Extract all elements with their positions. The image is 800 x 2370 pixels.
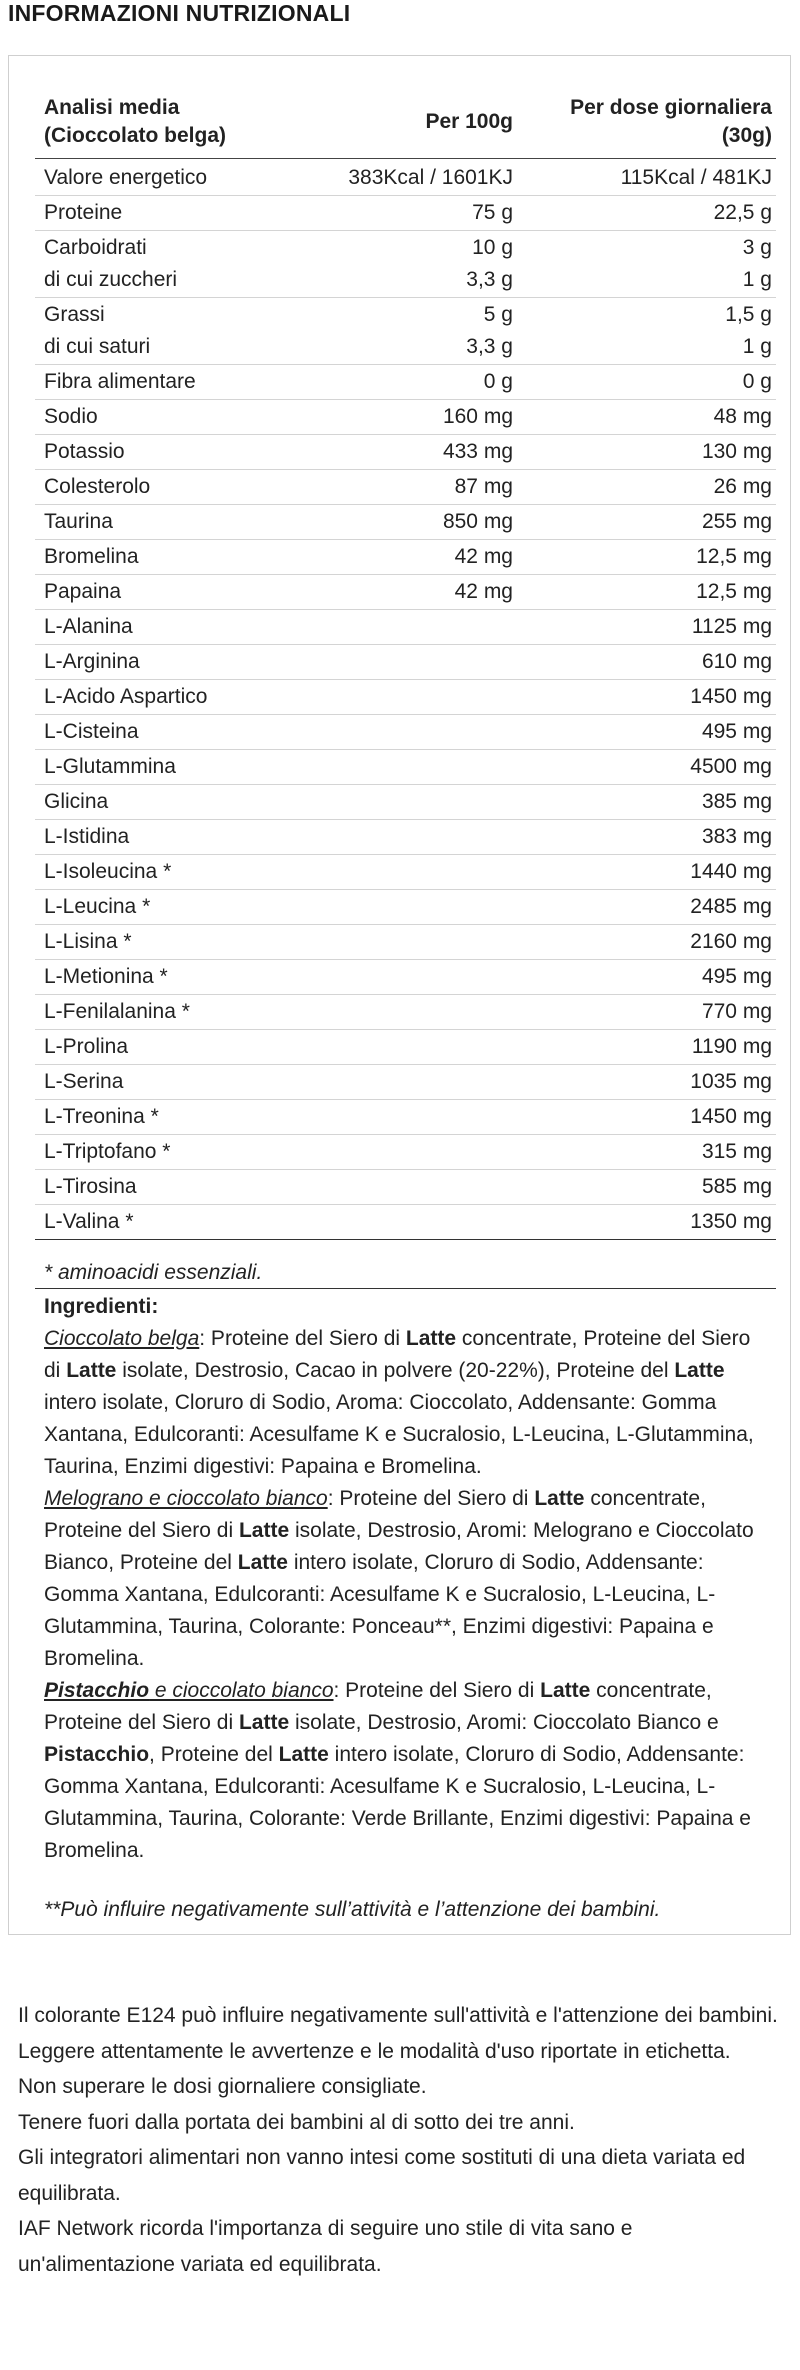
- daily-dose-value: [690, 925, 772, 958]
- nutrient-name-line: L-Glutammina: [44, 755, 176, 778]
- nutrient-name-line: Fibra alimentare: [44, 370, 196, 393]
- note-line: Tenere fuori dalla portata dei bambini al di sotto dei tre anni.: [18, 2110, 575, 2134]
- flavor-name: Cioccolato belga: [44, 1327, 200, 1350]
- daily-dose-value: [690, 1205, 772, 1238]
- nutrient-name: [44, 1030, 128, 1063]
- ingredient-text: : Proteine del Siero di: [327, 1487, 535, 1510]
- nutrition-panel: [8, 55, 791, 1935]
- nutrient-name: [44, 960, 168, 993]
- table-row: [35, 715, 776, 750]
- daily-dose-value: [690, 1100, 772, 1133]
- daily-dose-value-line: 1450 mg: [690, 1105, 772, 1128]
- table-header: [35, 74, 776, 159]
- ingredients-title: Ingredienti:: [44, 1295, 159, 1318]
- per-100g-value-line: 42 mg: [454, 580, 513, 603]
- ingredients-section: [35, 1291, 776, 1867]
- nutrient-name-line: L-Metionina *: [44, 965, 168, 988]
- per-100g-value-line: 850 mg: [442, 510, 513, 533]
- ingredient-paragraph: [44, 1323, 772, 1483]
- daily-dose-value-line: 1 g: [742, 335, 772, 358]
- nutrient-name: [44, 196, 122, 229]
- daily-dose-value-line: 48 mg: [713, 405, 772, 428]
- daily-dose-value: [714, 470, 772, 503]
- nutrient-name: [44, 715, 139, 748]
- nutrient-name-line: L-Leucina *: [44, 895, 151, 918]
- daily-dose-value: [690, 1065, 772, 1098]
- nutrient-name: [44, 540, 139, 573]
- footnote: * aminoacidi essenziali.: [44, 1261, 263, 1284]
- daily-dose-value: [725, 299, 772, 363]
- header-per-100g: Per 100g: [425, 110, 513, 133]
- table-row: [35, 1170, 776, 1205]
- table-row: [35, 435, 776, 470]
- nutrient-name: [44, 400, 98, 433]
- header-analysis-line1: Analisi media: [44, 96, 180, 119]
- ingredient-text: Latte: [405, 1327, 457, 1350]
- header-analysis: [44, 94, 226, 150]
- daily-dose-value: [690, 680, 772, 713]
- daily-dose-value: [702, 960, 772, 993]
- daily-dose-value: [621, 161, 772, 194]
- per-100g-value-line: 5 g: [483, 303, 513, 326]
- table-row: [35, 680, 776, 715]
- daily-dose-value-line: 315 mg: [701, 1140, 772, 1163]
- daily-dose-value-line: 2160 mg: [690, 930, 772, 953]
- nutrient-name: [44, 365, 196, 398]
- table-row: [35, 750, 776, 785]
- nutrient-name-line: L-Arginina: [44, 650, 140, 673]
- daily-dose-value: [702, 995, 772, 1028]
- nutrient-name: [44, 610, 133, 643]
- table-row: [35, 890, 776, 925]
- per-100g-value: [455, 470, 513, 503]
- note-line: IAF Network ricorda l'importanza di seguire uno stile di vita sano e un'alimentazione variata ed equilibrata.: [18, 2217, 633, 2276]
- header-analysis-line2: (Cioccolato belga): [44, 124, 227, 147]
- ingredient-text: : Proteine del Siero di: [333, 1679, 541, 1702]
- nutrient-name: [44, 785, 108, 818]
- nutrient-name: [44, 855, 171, 888]
- nutrient-name: [44, 1205, 134, 1238]
- daily-dose-value: [702, 1135, 772, 1168]
- daily-dose-value-line: 26 mg: [713, 475, 772, 498]
- ingredient-text: Latte: [238, 1519, 290, 1542]
- note-line: Gli integratori alimentari non vanno intesi come sostituti di una dieta variata ed equilibrata.: [18, 2146, 746, 2205]
- per-100g-value: [466, 232, 513, 296]
- per-100g-value: [455, 540, 513, 573]
- nutrient-name: [44, 505, 113, 538]
- per-100g-value-line: 10 g: [472, 236, 513, 259]
- nutrient-name: [44, 680, 207, 713]
- ingredient-text: , Proteine del: [149, 1743, 279, 1766]
- notes-section: [18, 1998, 788, 2282]
- table-row: [35, 298, 776, 365]
- nutrient-name-line: L-Acido Aspartico: [44, 685, 208, 708]
- daily-dose-value-line: 1 g: [742, 268, 772, 291]
- nutrient-name-line: Sodio: [44, 405, 98, 428]
- per-100g-value: [466, 299, 513, 363]
- nutrient-name: [44, 925, 132, 958]
- per-100g-value: [455, 575, 513, 608]
- nutrient-name-line: Colesterolo: [44, 475, 151, 498]
- daily-dose-value-line: 495 mg: [701, 965, 772, 988]
- daily-dose-value: [702, 435, 772, 468]
- daily-dose-value: [690, 750, 772, 783]
- daily-dose-value: [696, 575, 772, 608]
- daily-dose-value: [702, 645, 772, 678]
- table-row: [35, 1205, 776, 1240]
- header-dose-line2: (30g): [721, 124, 772, 147]
- nutrient-name: [44, 1100, 159, 1133]
- nutrient-name-line: L-Serina: [44, 1070, 124, 1093]
- per-100g-value-line: 3,3 g: [466, 335, 513, 358]
- table-row: [35, 1065, 776, 1100]
- table-row: [35, 1030, 776, 1065]
- daily-dose-value-line: 130 mg: [701, 440, 772, 463]
- ingredient-text: intero isolate, Cloruro di Sodio, Addensante: Gomma Xantana, Edulcoranti: Acesulfame K e Sucralosio, L-Leucina, L-Glutammina, Taurina, Colorante: Ponceau**, Enzimi digestivi: Papaina e Bromelina.: [44, 1551, 716, 1670]
- flavor-name: Melograno e cioccolato bianco: [44, 1487, 328, 1510]
- daily-dose-value-line: 1350 mg: [690, 1210, 772, 1233]
- nutrient-name-line: Grassi: [44, 303, 105, 326]
- flavor-name: e cioccolato bianco: [149, 1679, 334, 1702]
- daily-dose-value-line: 115Kcal / 481KJ: [620, 166, 772, 189]
- daily-dose-value-line: 1035 mg: [690, 1070, 772, 1093]
- nutrient-name-line: L-Triptofano *: [44, 1140, 171, 1163]
- per-100g-value-line: 160 mg: [442, 405, 513, 428]
- per-100g-value-line: 87 mg: [454, 475, 513, 498]
- nutrient-name-line: Taurina: [44, 510, 113, 533]
- flavor-name: Pistacchio: [44, 1679, 150, 1702]
- ingredient-text: intero isolate, Cloruro di Sodio, Addensante: Gomma Xantana, Edulcoranti: Acesulfame K e Sucralosio, L-Leucina, L-Glutammina, Taurina, Colorante: Verde Brillante, Enzimi digestivi: Papaina e Bromelina.: [44, 1743, 751, 1862]
- ingredients-list: [44, 1323, 772, 1867]
- table-row: [35, 161, 776, 196]
- table-row: [35, 925, 776, 960]
- ingredient-paragraph: [44, 1675, 772, 1867]
- nutrient-name: [44, 995, 190, 1028]
- ingredient-text: concentrate, Proteine del Siero di: [44, 1679, 712, 1734]
- nutrient-name: [44, 435, 125, 468]
- ingredient-text: Latte: [66, 1359, 117, 1382]
- ingredient-text: isolate, Destrosio, Aromi: Cioccolato Bianco e: [289, 1711, 719, 1734]
- daily-dose-value: [690, 890, 772, 923]
- ingredient-text: Latte: [237, 1551, 288, 1574]
- header-dose-line1: Per dose giornaliera: [570, 96, 772, 119]
- nutrient-name-line: Potassio: [44, 440, 125, 463]
- daily-dose-value-line: 385 mg: [701, 790, 772, 813]
- table-row: [35, 575, 776, 610]
- nutrient-name-line: Glicina: [44, 790, 109, 813]
- daily-dose-value-line: 1,5 g: [725, 303, 772, 326]
- nutrient-name-line: di cui zuccheri: [44, 268, 178, 291]
- ingredient-text: isolate, Destrosio, Aromi: Melograno e Cioccolato Bianco, Proteine del: [44, 1519, 754, 1574]
- nutrient-name: [44, 1065, 123, 1098]
- daily-dose-value: [702, 820, 772, 853]
- daily-dose-value-line: 12,5 mg: [696, 545, 772, 568]
- per-100g-value: [443, 505, 513, 538]
- nutrient-name-line: L-Isoleucina *: [44, 860, 172, 883]
- daily-dose-value: [743, 365, 772, 398]
- daily-dose-value-line: 2485 mg: [690, 895, 772, 918]
- nutrient-name-line: L-Alanina: [44, 615, 133, 638]
- nutrient-name-line: L-Valina *: [44, 1210, 134, 1233]
- table-row: [35, 785, 776, 820]
- daily-dose-value-line: 3 g: [742, 236, 772, 259]
- nutrient-name-line: L-Treonina *: [44, 1105, 159, 1128]
- table-row: [35, 820, 776, 855]
- page-title: INFORMAZIONI NUTRIZIONALI: [8, 0, 351, 26]
- ingredient-text: intero isolate, Cloruro di Sodio, Aroma: Cioccolato, Addensante: Gomma Xantana, Edulcoranti: Acesulfame K e Sucralosio, L-Leucina, L-Glutammina, Taurina, Enzimi digestivi: Papaina e Bromelina.: [44, 1391, 754, 1478]
- daily-dose-value: [702, 505, 772, 538]
- daily-dose-value-line: 585 mg: [701, 1175, 772, 1198]
- daily-dose-value: [696, 540, 772, 573]
- daily-dose-value-line: 1440 mg: [690, 860, 772, 883]
- ingredient-text: concentrate, Proteine del Siero di: [44, 1327, 751, 1382]
- note-line: Il colorante E124 può influire negativamente sull'attività e l'attenzione dei bambini.: [18, 2004, 778, 2027]
- nutrient-name-line: L-Fenilalanina *: [44, 1000, 190, 1023]
- per-100g-value: [443, 435, 513, 468]
- nutrient-name: [44, 1135, 170, 1168]
- table-row: [35, 400, 776, 435]
- daily-dose-value: [714, 400, 772, 433]
- table-row: [35, 1100, 776, 1135]
- per-100g-value-line: 42 mg: [454, 545, 513, 568]
- ingredient-paragraph: [44, 1483, 772, 1675]
- ingredient-text: Latte: [674, 1359, 725, 1382]
- daily-dose-value: [702, 785, 772, 818]
- table-row: [35, 231, 776, 298]
- table-row: [35, 470, 776, 505]
- nutrient-name-line: L-Cisteina: [44, 720, 139, 743]
- ingredient-text: concentrate, Proteine del Siero di: [44, 1487, 706, 1542]
- nutrient-name: [44, 232, 177, 296]
- daily-dose-value-line: 770 mg: [701, 1000, 772, 1023]
- ingredient-text: Latte: [238, 1711, 290, 1734]
- nutrient-name-line: L-Tirosina: [44, 1175, 137, 1198]
- nutrient-name-line: Carboidrati: [44, 236, 147, 259]
- daily-dose-value: [690, 855, 772, 888]
- daily-dose-value-line: 22,5 g: [713, 201, 772, 224]
- table-row: [35, 505, 776, 540]
- nutrient-name: [44, 575, 121, 608]
- daily-dose-value-line: 383 mg: [701, 825, 772, 848]
- per-100g-value-line: 383Kcal / 1601KJ: [348, 166, 513, 189]
- nutrient-name: [44, 161, 207, 194]
- daily-dose-value-line: 4500 mg: [690, 755, 772, 778]
- daily-dose-value: [692, 610, 772, 643]
- nutrient-name: [44, 820, 129, 853]
- per-100g-value-line: 433 mg: [442, 440, 513, 463]
- ingredient-text: Pistacchio: [44, 1743, 150, 1766]
- daily-dose-value: [702, 715, 772, 748]
- colorant-warning: **Può influire negativamente sull’attività e l’attenzione dei bambini.: [44, 1898, 661, 1921]
- daily-dose-value: [692, 1030, 772, 1063]
- nutrient-name: [44, 299, 150, 363]
- nutrient-name-line: Proteine: [44, 201, 123, 224]
- ingredient-text: Latte: [278, 1743, 329, 1766]
- daily-dose-value: [714, 196, 772, 229]
- table-row: [35, 1135, 776, 1170]
- ingredient-text: Latte: [540, 1679, 591, 1702]
- nutrient-name: [44, 645, 140, 678]
- note-line: Leggere attentamente le avvertenze e le modalità d'uso riportate in etichetta.: [18, 2039, 731, 2063]
- table-row: [35, 855, 776, 890]
- nutrient-name-line: Papaina: [44, 580, 122, 603]
- nutrient-name-line: L-Istidina: [44, 825, 130, 848]
- table-row: [35, 645, 776, 680]
- daily-dose-value: [743, 232, 772, 296]
- daily-dose-value-line: 1125 mg: [691, 615, 772, 638]
- table-row: [35, 610, 776, 645]
- daily-dose-value-line: 0 g: [742, 370, 772, 393]
- header-daily-dose: [570, 94, 772, 150]
- daily-dose-value-line: 12,5 mg: [696, 580, 772, 603]
- nutrient-name: [44, 470, 150, 503]
- nutrient-name-line: di cui saturi: [44, 335, 151, 358]
- table-body: [35, 161, 776, 1240]
- nutrient-name-line: L-Lisina *: [44, 930, 132, 953]
- daily-dose-value: [702, 1170, 772, 1203]
- table-row: [35, 365, 776, 400]
- per-100g-value: [472, 196, 513, 229]
- ingredient-text: isolate, Destrosio, Cacao in polvere (20-22%), Proteine del: [116, 1359, 675, 1382]
- divider: [35, 1288, 776, 1289]
- nutrient-name-line: Valore energetico: [44, 166, 208, 189]
- daily-dose-value-line: 255 mg: [701, 510, 772, 533]
- note-line: Non superare le dosi giornaliere consigliate.: [18, 2075, 427, 2098]
- nutrient-name: [44, 1170, 137, 1203]
- ingredient-text: Latte: [534, 1487, 585, 1510]
- per-100g-value: [443, 400, 513, 433]
- daily-dose-value-line: 495 mg: [701, 720, 772, 743]
- table-row: [35, 540, 776, 575]
- nutrient-name: [44, 750, 176, 783]
- daily-dose-value-line: 610 mg: [701, 650, 772, 673]
- table-row: [35, 196, 776, 231]
- table-row: [35, 995, 776, 1030]
- nutrition-table: [35, 74, 776, 1925]
- per-100g-value: [484, 365, 513, 398]
- daily-dose-value-line: 1450 mg: [690, 685, 772, 708]
- table-row: [35, 960, 776, 995]
- per-100g-value-line: 0 g: [483, 370, 513, 393]
- nutrient-name-line: L-Prolina: [44, 1035, 129, 1058]
- ingredient-text: : Proteine del Siero di: [199, 1327, 406, 1350]
- per-100g-value-line: 3,3 g: [466, 268, 513, 291]
- per-100g-value: [348, 161, 513, 194]
- nutrient-name-line: Bromelina: [44, 545, 139, 568]
- daily-dose-value-line: 1190 mg: [691, 1035, 772, 1058]
- nutrient-name: [44, 890, 150, 923]
- per-100g-value-line: 75 g: [472, 201, 513, 224]
